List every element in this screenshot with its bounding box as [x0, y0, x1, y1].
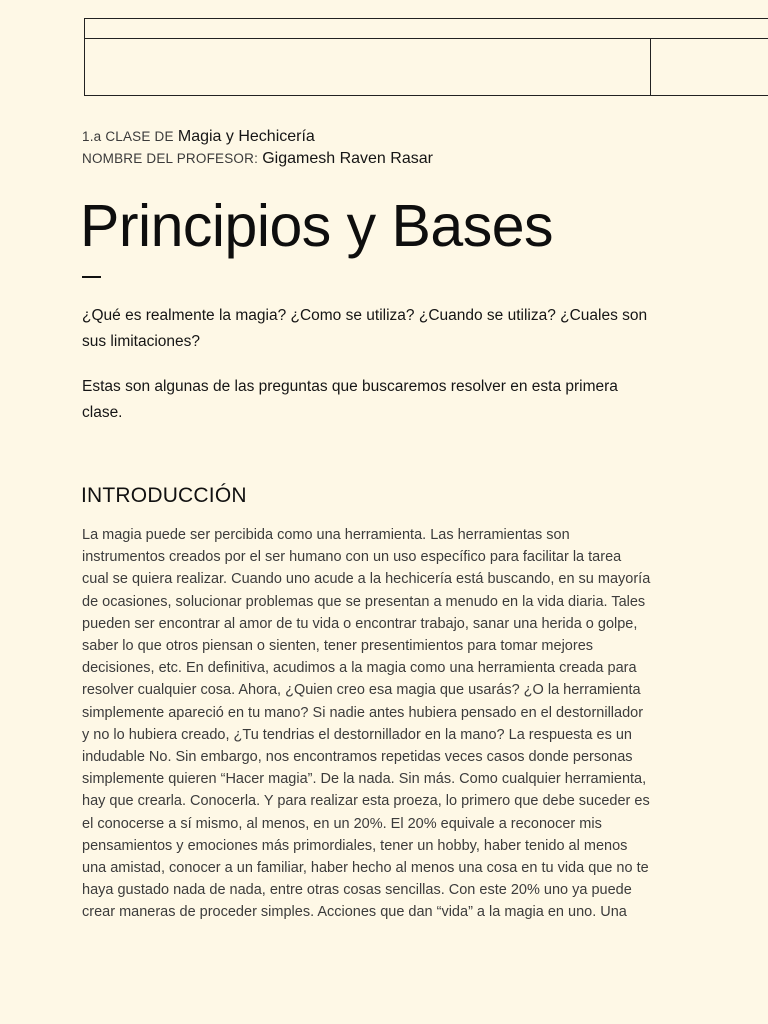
body-line: instrumentos creados por el ser humano con un uso específico para facilitar la tarea [82, 549, 622, 566]
document-title: Principios y Bases [80, 193, 554, 259]
body-line: cual se quiera realizar. Cuando uno acude a la hechicería está buscando, en su mayoría [82, 571, 651, 588]
body-line: simplemente quieren “Hacer magia”. De la nada. Sin más. Como cualquier herramienta, [82, 771, 647, 788]
header-table-top-row [85, 19, 768, 39]
body-line: resolver cualquier cosa. Ahora, ¿Quien creo esa magia que usarás? ¿O la herramienta [82, 682, 641, 699]
body-line: La magia puede ser percibida como una herramienta. Las herramientas son [82, 527, 570, 543]
teacher-info-line [82, 150, 433, 168]
title-underline [82, 276, 101, 278]
body-line: simplemente apareció en tu mano? Si nadie antes hubiera pensado en el destornillador [82, 704, 644, 721]
lead-paragraph-intro [82, 374, 670, 426]
class-name: Magia y Hechicería [177, 128, 315, 145]
body-line: decisiones, etc. En definitiva, acudimos a la magia como una herramienta creada para [82, 660, 637, 677]
header-table [84, 18, 768, 96]
teacher-name: Gigamesh Raven Rasar [262, 150, 433, 167]
section-body [82, 524, 672, 924]
header-table-column-divider [650, 38, 651, 95]
body-line: hay que crearla. Conocerla. Y para realizar esta proeza, lo primero que debe suceder es [82, 793, 650, 810]
class-info-line [82, 128, 315, 146]
lead-line: clase. [82, 404, 123, 421]
body-line: de ocasiones, solucionar problemas que se presentan a menudo en la vida diaria. Tales [82, 593, 646, 610]
body-line: saber lo que otros piensan o sienten, tener presentimientos para tomar mejores [82, 638, 594, 655]
lead-line: sus limitaciones? [82, 333, 201, 350]
body-line: pensamientos y emociones más primordiales, tener un hobby, haber tenido al menos [82, 837, 628, 854]
lead-line: Estas son algunas de las preguntas que buscaremos resolver en esta primera [82, 378, 618, 395]
body-line: haya gustado nada de nada, entre otras cosas sencillas. Con este 20% uno ya puede [82, 882, 632, 899]
body-line: una amistad, conocer a un familiar, haber hecho al menos una cosa en tu vida que no te [82, 860, 649, 877]
body-line: pueden ser encontrar al amor de tu vida o encontrar trabajo, sanar una herida o golpe, [82, 615, 638, 632]
body-line: crear maneras de proceder simples. Acciones que dan “vida” a la magia en uno. Una [82, 904, 627, 921]
lead-line: ¿Qué es realmente la magia? ¿Como se utiliza? ¿Cuando se utiliza? ¿Cuales son [82, 307, 648, 324]
body-line: indudable No. Sin embargo, nos encontramos repetidas veces casos donde personas [82, 749, 633, 766]
lead-paragraph-questions [82, 303, 670, 355]
teacher-label: NOMBRE DEL PROFESOR: [82, 151, 259, 166]
body-line: y no lo hubiera creado, ¿Tu tendrias el destornillador en la mano? La respuesta es un [82, 726, 632, 743]
body-line: el conocerse a sí mismo, al menos, en un 20%. El 20% equivale a reconocer mis [82, 815, 602, 832]
class-label: 1.a CLASE DE [82, 129, 174, 144]
section-heading-introduccion: INTRODUCCIÓN [81, 484, 247, 507]
